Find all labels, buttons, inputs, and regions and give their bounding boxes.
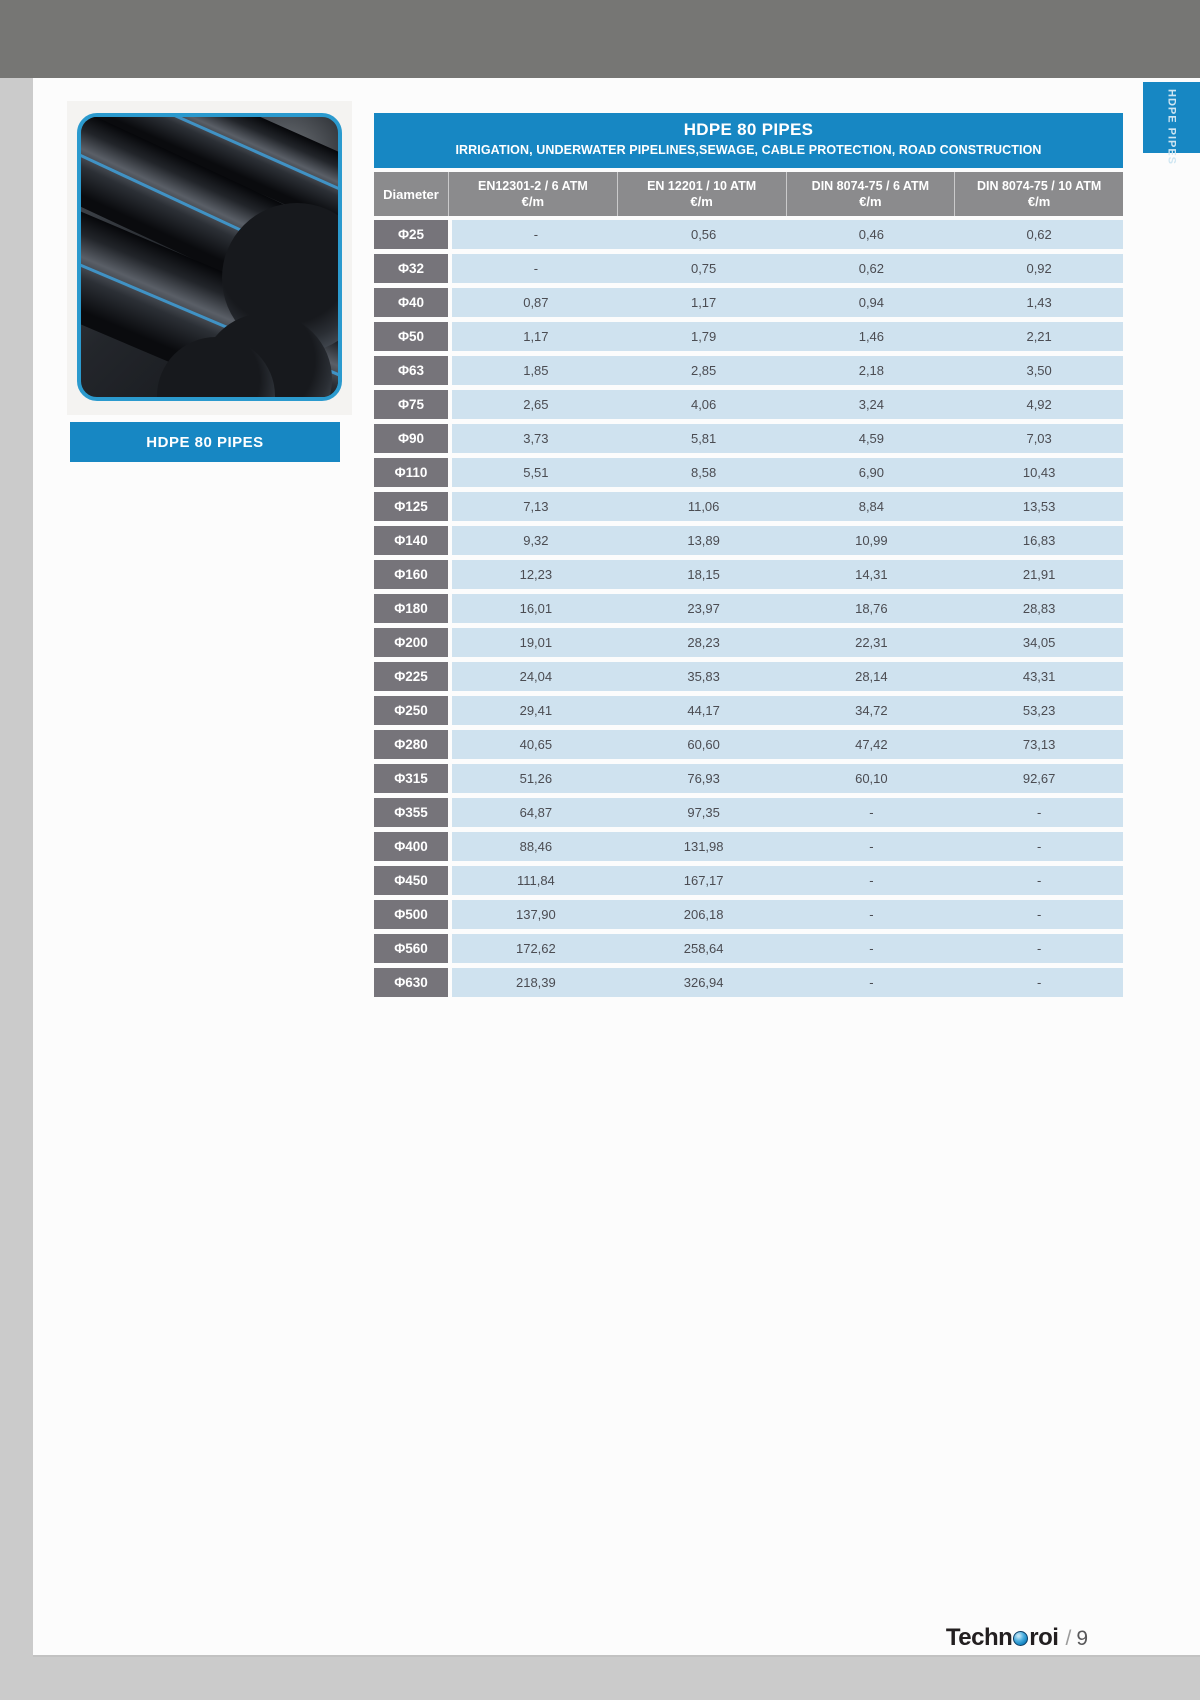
diameter-cell: Φ200 — [374, 628, 448, 657]
price-cell: - — [1036, 941, 1042, 956]
diameter-cell: Φ500 — [374, 900, 448, 929]
table-title-band — [374, 113, 1123, 168]
price-cell: 73,13 — [1022, 737, 1056, 752]
price-row-strip — [452, 730, 1123, 759]
diameter-cell: Φ315 — [374, 764, 448, 793]
price-cell: 7,13 — [523, 499, 549, 514]
price-cell: 10,99 — [855, 533, 888, 548]
diameter-cell: Φ110 — [374, 458, 448, 487]
price-cell: 21,91 — [1022, 567, 1056, 582]
price-cell: 5,51 — [523, 465, 549, 480]
table-row — [374, 220, 1123, 249]
diameter-cell: Φ125 — [374, 492, 448, 521]
price-cell: 4,59 — [858, 431, 885, 446]
globe-icon — [1013, 1631, 1028, 1646]
price-cell: - — [869, 941, 874, 956]
price-cell: 60,10 — [855, 771, 888, 786]
column-header-label: EN12301-2 / 6 ATM — [477, 179, 588, 193]
column-header-label: DIN 8074-75 / 10 ATM — [976, 179, 1102, 193]
side-tab-hdpe-pipes[interactable] — [1143, 82, 1200, 166]
table-row — [374, 968, 1123, 997]
column-header-din8074-6atm — [786, 172, 955, 216]
price-cell: - — [869, 975, 874, 990]
price-cell: 4,92 — [1026, 397, 1052, 412]
price-row-strip — [452, 390, 1123, 419]
price-row-strip — [452, 356, 1123, 385]
diameter-cell: Φ50 — [374, 322, 448, 351]
price-cell: 0,62 — [1026, 227, 1052, 242]
price-cell: 206,18 — [683, 907, 724, 922]
price-cell: - — [869, 907, 874, 922]
price-cell: 1,46 — [858, 329, 885, 344]
column-header-label: Diameter — [383, 186, 439, 202]
price-cell: 16,01 — [519, 601, 553, 616]
product-photo-card — [67, 101, 352, 415]
price-row-strip — [452, 832, 1123, 861]
price-cell: 88,46 — [519, 839, 553, 854]
table-row — [374, 764, 1123, 793]
price-cell: 0,94 — [858, 295, 885, 310]
table-row — [374, 832, 1123, 861]
table-row — [374, 288, 1123, 317]
price-cell: 1,17 — [690, 295, 717, 310]
price-cell: 51,26 — [519, 771, 553, 786]
price-cell: 5,81 — [690, 431, 717, 446]
price-cell: 18,76 — [855, 601, 888, 616]
price-row-strip — [452, 492, 1123, 521]
price-cell: 2,18 — [858, 363, 885, 378]
diameter-cell: Φ32 — [374, 254, 448, 283]
price-cell: 1,43 — [1026, 295, 1052, 310]
price-cell: 8,58 — [690, 465, 717, 480]
price-cell: 7,03 — [1026, 431, 1052, 446]
price-cell: - — [869, 839, 874, 854]
price-cell: 92,67 — [1022, 771, 1056, 786]
price-row-strip — [452, 560, 1123, 589]
price-cell: 53,23 — [1022, 703, 1056, 718]
price-cell: 1,85 — [523, 363, 549, 378]
price-cell: 2,21 — [1026, 329, 1052, 344]
table-row — [374, 628, 1123, 657]
table-body — [374, 220, 1123, 997]
page-number — [1065, 1627, 1088, 1651]
table-row — [374, 798, 1123, 827]
price-cell: 0,56 — [690, 227, 717, 242]
column-header-unit: €/m — [1027, 194, 1051, 209]
diameter-cell: Φ40 — [374, 288, 448, 317]
table-row — [374, 900, 1123, 929]
price-row-strip — [452, 764, 1123, 793]
price-row-strip — [452, 628, 1123, 657]
diameter-cell: Φ400 — [374, 832, 448, 861]
price-cell: - — [533, 227, 539, 242]
side-tab-label: HDPE PIPES — [1165, 89, 1178, 166]
diameter-cell: Φ630 — [374, 968, 448, 997]
price-cell: 9,32 — [523, 533, 549, 548]
price-row-strip — [452, 662, 1123, 691]
price-cell: 172,62 — [515, 941, 556, 956]
diameter-cell: Φ180 — [374, 594, 448, 623]
price-cell: 97,35 — [687, 805, 720, 820]
price-cell: - — [1036, 805, 1042, 820]
price-cell: - — [869, 873, 874, 888]
price-cell: 29,41 — [519, 703, 553, 718]
price-cell: 111,84 — [516, 873, 555, 888]
price-cell: 258,64 — [683, 941, 724, 956]
column-header-unit: €/m — [690, 194, 713, 209]
price-cell: 12,23 — [519, 567, 553, 582]
price-cell: 16,83 — [1022, 533, 1056, 548]
price-cell: 167,17 — [683, 873, 724, 888]
table-row — [374, 424, 1123, 453]
price-cell: 19,01 — [519, 635, 553, 650]
price-cell: 3,73 — [523, 431, 549, 446]
diameter-cell: Φ355 — [374, 798, 448, 827]
table-row — [374, 866, 1123, 895]
price-row-strip — [452, 322, 1123, 351]
price-cell: 11,06 — [687, 499, 720, 514]
column-header-din8074-10atm — [954, 172, 1123, 216]
price-cell: 3,24 — [858, 397, 885, 412]
price-cell: 137,90 — [515, 907, 556, 922]
price-table — [374, 113, 1123, 1002]
price-cell: 13,89 — [687, 533, 720, 548]
price-row-strip — [452, 526, 1123, 555]
column-header-label: EN 12201 / 10 ATM — [647, 179, 757, 193]
price-cell: - — [869, 805, 874, 820]
column-header-unit: €/m — [859, 194, 882, 209]
price-row-strip — [452, 900, 1123, 929]
price-cell: 23,97 — [687, 601, 720, 616]
top-band — [0, 0, 1200, 78]
price-cell: 14,31 — [855, 567, 888, 582]
price-cell: 0,62 — [858, 261, 885, 276]
column-header-en12301-6atm — [448, 172, 617, 216]
table-row — [374, 730, 1123, 759]
table-row — [374, 662, 1123, 691]
price-row-strip — [452, 220, 1123, 249]
table-row — [374, 458, 1123, 487]
diameter-cell: Φ90 — [374, 424, 448, 453]
price-cell: 0,87 — [523, 295, 549, 310]
page-number-separator: / — [1065, 1627, 1072, 1650]
price-cell: 10,43 — [1022, 465, 1056, 480]
price-cell: 0,75 — [690, 261, 717, 276]
product-photo-frame — [77, 113, 342, 401]
photo-caption-label — [70, 422, 340, 462]
column-header-unit: €/m — [521, 194, 545, 209]
column-header-diameter — [374, 172, 448, 216]
price-cell: 47,42 — [855, 737, 888, 752]
table-row — [374, 934, 1123, 963]
diameter-cell: Φ160 — [374, 560, 448, 589]
price-row-strip — [452, 254, 1123, 283]
diameter-cell: Φ63 — [374, 356, 448, 385]
price-cell: 13,53 — [1022, 499, 1056, 514]
price-cell: 64,87 — [519, 805, 553, 820]
price-cell: 3,50 — [1026, 363, 1052, 378]
table-row — [374, 492, 1123, 521]
price-cell: - — [1036, 839, 1042, 854]
price-cell: 131,98 — [683, 839, 724, 854]
price-cell: 2,85 — [690, 363, 717, 378]
diameter-cell: Φ75 — [374, 390, 448, 419]
price-row-strip — [452, 968, 1123, 997]
diameter-cell: Φ250 — [374, 696, 448, 725]
price-cell: 0,92 — [1026, 261, 1052, 276]
price-cell: 34,05 — [1022, 635, 1056, 650]
price-cell: 1,79 — [690, 329, 717, 344]
diameter-cell: Φ25 — [374, 220, 448, 249]
table-row — [374, 696, 1123, 725]
diameter-cell: Φ450 — [374, 866, 448, 895]
table-column-header-row — [374, 172, 1123, 216]
diameter-cell: Φ225 — [374, 662, 448, 691]
price-cell: 44,17 — [687, 703, 720, 718]
price-cell: - — [1036, 873, 1042, 888]
price-cell: 1,17 — [523, 329, 549, 344]
table-title: HDPE 80 PIPES — [683, 120, 814, 139]
price-cell: 60,60 — [687, 737, 720, 752]
table-row — [374, 254, 1123, 283]
page-number-value: 9 — [1076, 1627, 1088, 1650]
price-cell: 43,31 — [1022, 669, 1056, 684]
diameter-cell: Φ280 — [374, 730, 448, 759]
photo-caption-text: HDPE 80 PIPES — [146, 433, 264, 451]
hdpe-pipes-photo — [81, 117, 338, 397]
price-cell: 28,83 — [1022, 601, 1056, 616]
price-cell: 4,06 — [690, 397, 717, 412]
price-row-strip — [452, 934, 1123, 963]
price-row-strip — [452, 458, 1123, 487]
price-row-strip — [452, 594, 1123, 623]
price-cell: - — [533, 261, 539, 276]
price-cell: - — [1036, 975, 1042, 990]
table-row — [374, 322, 1123, 351]
price-cell: 76,93 — [687, 771, 720, 786]
price-cell: 24,04 — [519, 669, 553, 684]
price-cell: 326,94 — [683, 975, 724, 990]
table-row — [374, 356, 1123, 385]
price-cell: 18,15 — [687, 567, 720, 582]
price-cell: 0,46 — [858, 227, 885, 242]
price-row-strip — [452, 798, 1123, 827]
price-cell: 28,14 — [855, 669, 888, 684]
price-cell: - — [1036, 907, 1042, 922]
diameter-cell: Φ140 — [374, 526, 448, 555]
price-cell: 40,65 — [519, 737, 553, 752]
table-row — [374, 594, 1123, 623]
price-cell: 35,83 — [687, 669, 720, 684]
diameter-cell: Φ560 — [374, 934, 448, 963]
brand-text: Techn roi — [945, 1624, 1059, 1651]
price-row-strip — [452, 866, 1123, 895]
price-row-strip — [452, 424, 1123, 453]
table-subtitle: IRRIGATION, UNDERWATER PIPELINES,SEWAGE, CABLE PROTECTION, ROAD CONSTRUCTION — [455, 143, 1042, 157]
price-row-strip — [452, 696, 1123, 725]
table-row — [374, 526, 1123, 555]
footer-logo — [946, 1624, 1088, 1652]
column-header-label: DIN 8074-75 / 6 ATM — [811, 179, 930, 193]
price-cell: 2,65 — [523, 397, 549, 412]
price-cell: 218,39 — [515, 975, 556, 990]
price-cell: 28,23 — [687, 635, 720, 650]
price-row-strip — [452, 288, 1123, 317]
column-header-en12201-10atm — [617, 172, 786, 216]
price-cell: 34,72 — [855, 703, 888, 718]
table-row — [374, 560, 1123, 589]
price-cell: 8,84 — [858, 499, 885, 514]
table-row — [374, 390, 1123, 419]
price-cell: 22,31 — [855, 635, 888, 650]
price-cell: 6,90 — [858, 465, 885, 480]
